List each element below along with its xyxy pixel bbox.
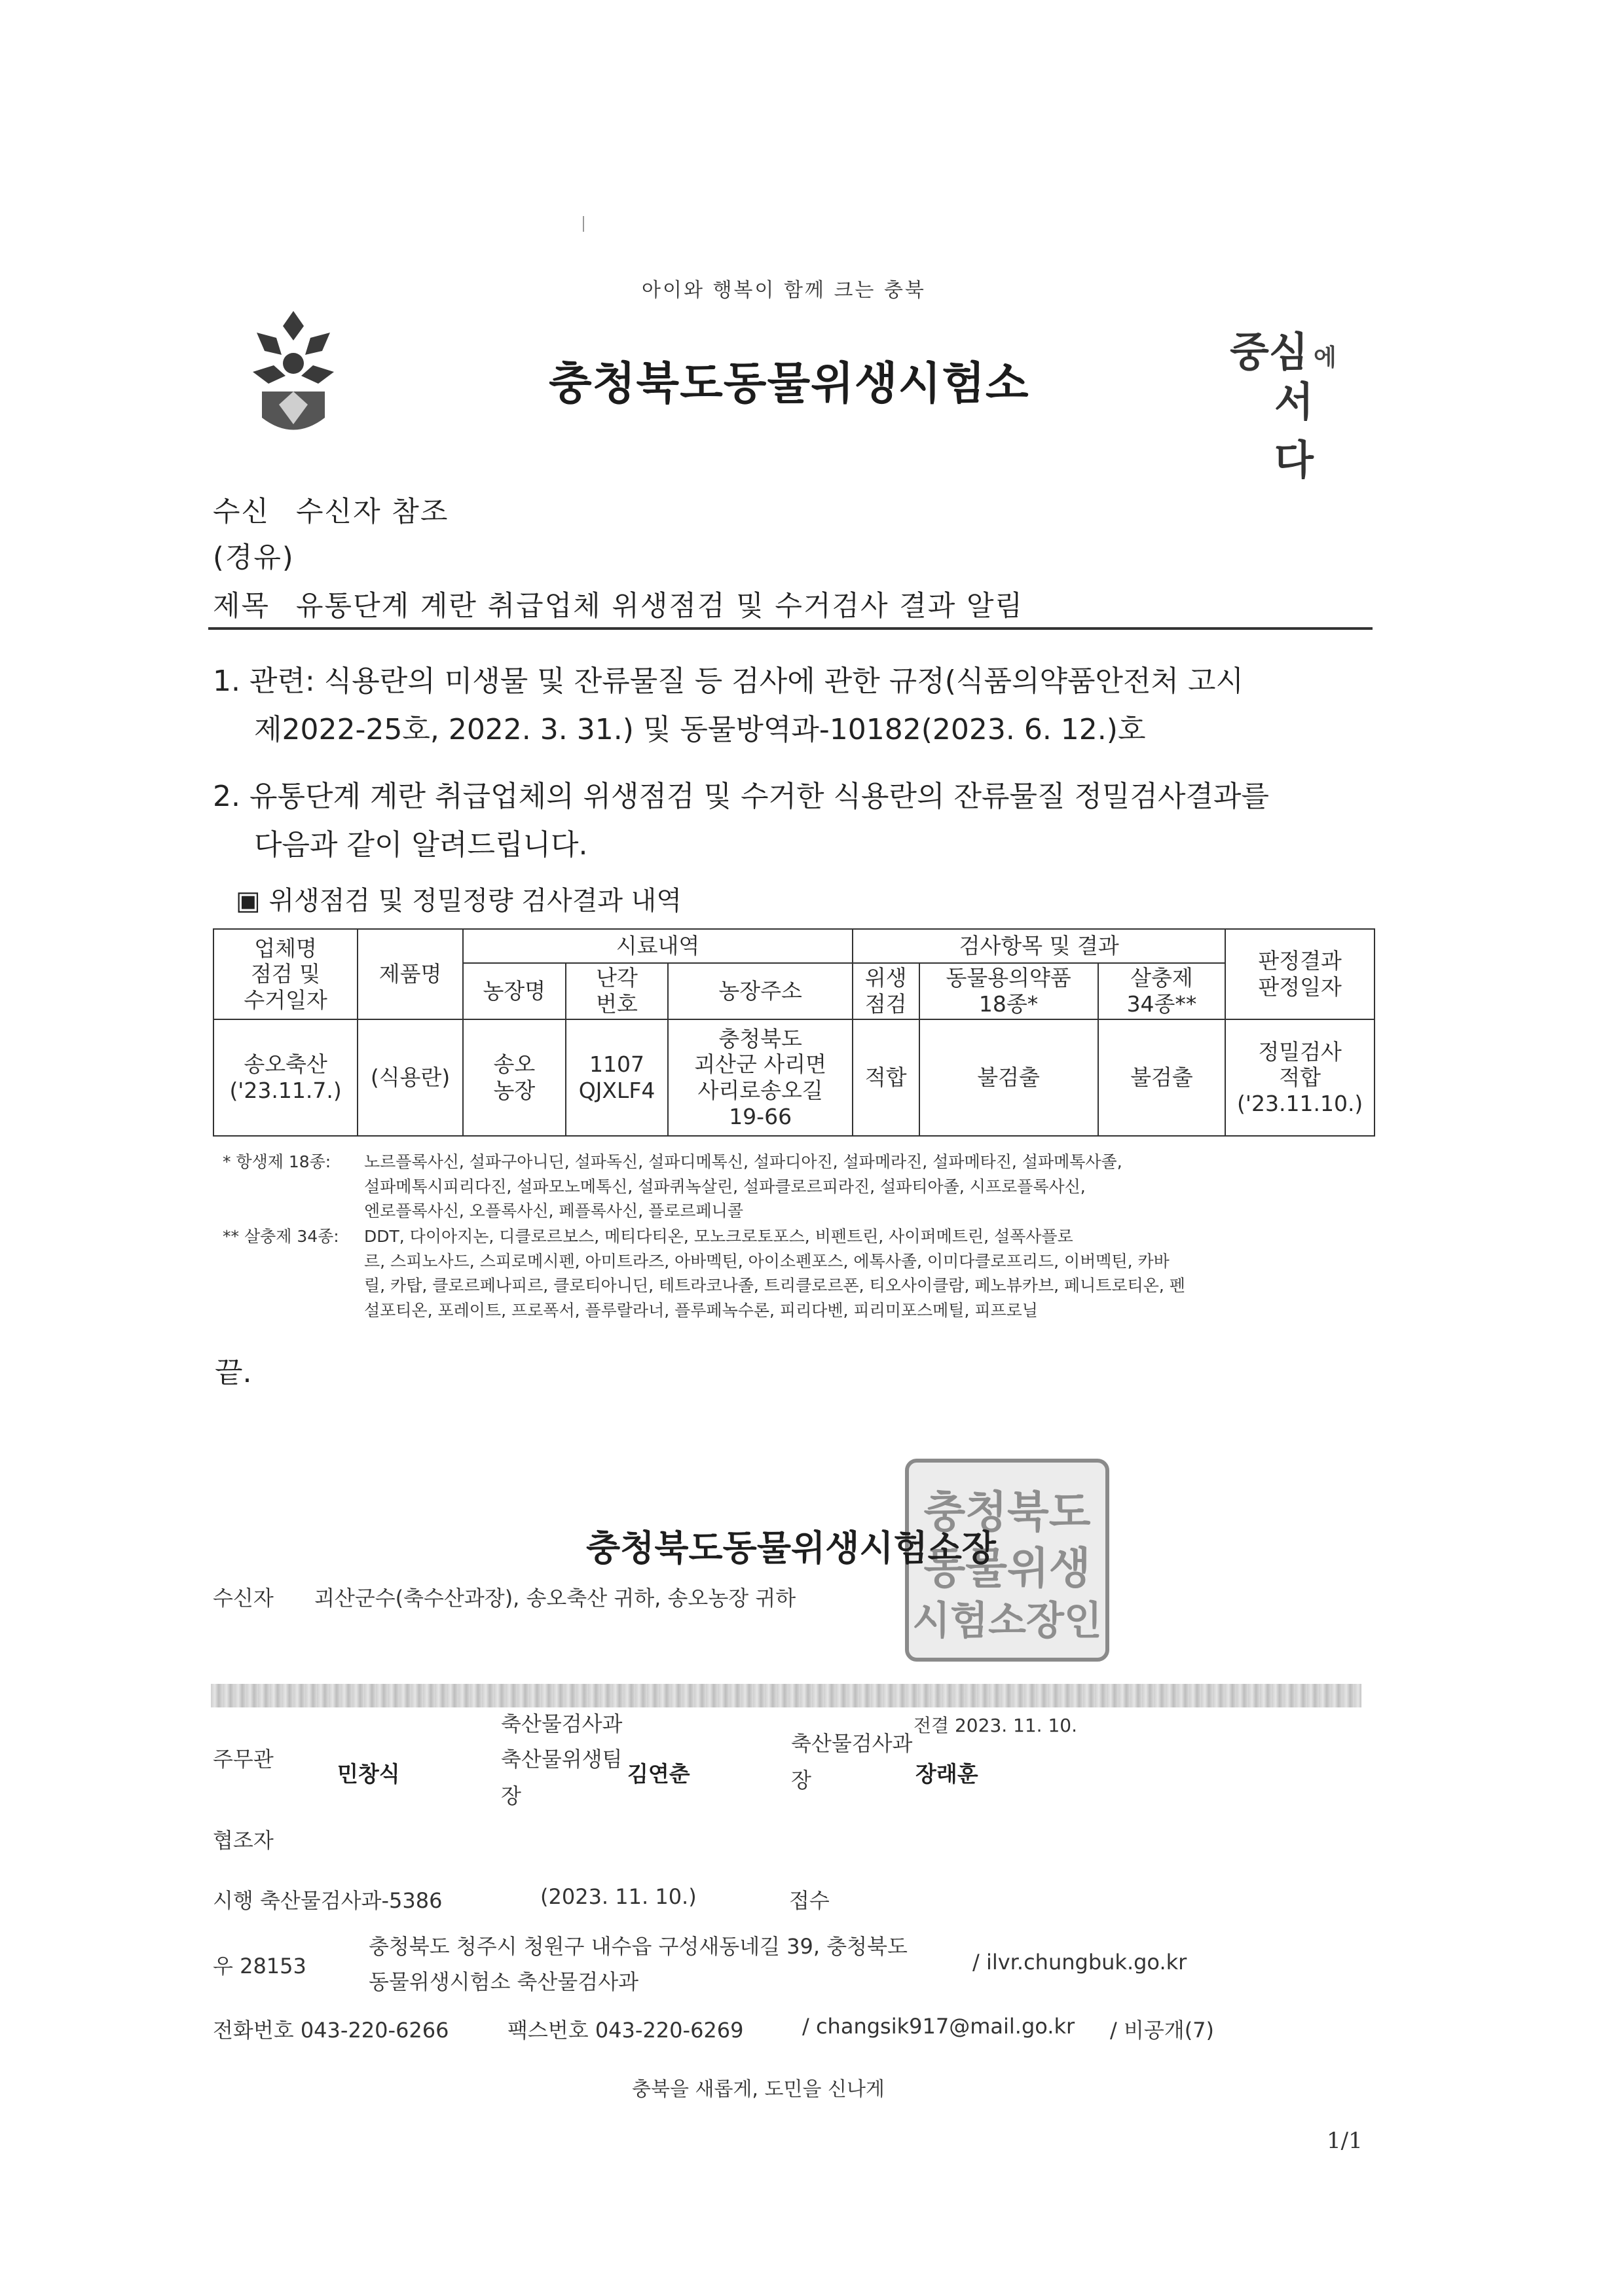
header-product: 제품명 <box>358 929 463 1019</box>
header-farm: 농장명 <box>463 963 566 1019</box>
paragraph-2-line-2: 다음과 같이 알려드립니다. <box>254 828 588 862</box>
note-antibiotics-label: * 항생제 18종: <box>223 1152 331 1171</box>
cell-product: (식용란) <box>358 1019 463 1136</box>
subject-value: 유통단계 계란 취급업체 위생점검 및 수거검사 결과 알림 <box>296 590 1024 623</box>
seal-text-2: 동물위생 <box>923 1543 1091 1594</box>
closing-mark: 끝. <box>215 1356 252 1389</box>
paragraph-1-line-2: 제2022-25호, 2022. 3. 31.) 및 동물방역과-10182(2023. 6. 12.)호 <box>254 713 1146 746</box>
recipient-label: 수신 <box>213 496 270 528</box>
recipients-value: 괴산군수(축수산과장), 송오축산 귀하, 송오농장 귀하 <box>314 1586 796 1611</box>
recipient-value: 수신자 참조 <box>296 496 449 528</box>
cell-pesticide: 불검출 <box>1098 1019 1226 1136</box>
footer-slogan: 충북을 새롭게, 도민을 신나게 <box>632 2078 885 2101</box>
approval-role-2-line-2: 축산물위생팀 <box>501 1747 623 1772</box>
cooperator-label: 협조자 <box>213 1828 274 1853</box>
approval-role-2-line-1: 축산물검사과 <box>501 1711 623 1736</box>
table-title: ▣ 위생점검 및 정밀정량 검사결과 내역 <box>236 886 682 916</box>
note-pesticides-list: DDT, 다이아지논, 디클로르보스, 메티다티온, 모노크로토포스, 비펜트린, 사이퍼메트린, 설폭사플로 르, 스피노사드, 스피로메시펜, 아미트라즈, 아바멕틴, 아이소펜포스, 에톡사졸, 이미다클로프리드, 이버멕틴, 카바 릴, 카탑, 클로르페나피르, 클로티아니딘, 테트라코나졸, 트리클로르폰, 티오사이클람, 페노뷰카브, 페니트로티온, 펜 설포티온, 포레이트, 프로폭서, 플루랄라너, 플루페녹수론, 피리다벤, 피리미포스메틸, 피프로닐 <box>364 1227 1185 1320</box>
header-farm-address: 농장주소 <box>668 963 853 1019</box>
inspection-results-table <box>213 928 1375 1137</box>
header-divider <box>208 627 1373 630</box>
approval-role-3-line-1: 축산물검사과 <box>791 1731 913 1756</box>
organization-title: 충청북도동물위생시험소 <box>549 358 1029 410</box>
page-number: 1/1 <box>1327 2128 1363 2154</box>
header-judgment-cell: 판정결과 판정일자 <box>1225 929 1375 1019</box>
paragraph-2-line-1: 2. 유통단계 계란 취급업체의 위생점검 및 수거한 식용란의 잔류물질 정밀검사결과를 <box>213 780 1269 813</box>
cell-judgment: 정밀검사 적합 ('23.11.10.) <box>1225 1019 1375 1136</box>
approval-divider-bar <box>211 1684 1361 1707</box>
logo-text-2: 서다 <box>1274 378 1314 484</box>
phone-number: 전화번호 043-220-6266 <box>213 2018 449 2043</box>
address-line-1: 충청북도 청주시 청원구 내수읍 구성새동네길 39, 충청북도 <box>369 1934 908 1959</box>
header-hygiene-cell: 위생 점검 <box>853 963 919 1019</box>
cell-address: 충청북도 괴산군 사리면 사리로송오길 19-66 <box>668 1019 853 1136</box>
scan-mark <box>583 216 585 232</box>
logo-text-small: 에 <box>1314 344 1337 371</box>
approval-role-2-line-3: 장 <box>501 1783 521 1808</box>
email-address: / changsik917@mail.go.kr <box>802 2014 1075 2039</box>
header-company-cell: 업체명 점검 및 수거일자 <box>213 929 358 1019</box>
approval-name-2: 김연춘 <box>627 1761 690 1787</box>
enforcement-date: (2023. 11. 10.) <box>540 1884 697 1909</box>
approval-role-3-line-2: 장 <box>791 1768 811 1793</box>
center-slogan-logo <box>1230 319 1348 484</box>
receipt-label: 접수 <box>789 1888 830 1913</box>
cell-farm: 송오 농장 <box>463 1019 566 1136</box>
seal-text-1: 충청북도 <box>923 1487 1091 1537</box>
table-row <box>213 1019 1375 1136</box>
recipients-label: 수신자 <box>213 1586 274 1611</box>
cell-company: 송오축산 ('23.11.7.) <box>213 1019 358 1136</box>
header-drug-cell: 동물용의약품 18종* <box>919 963 1098 1019</box>
website: / ilvr.chungbuk.go.kr <box>972 1950 1187 1975</box>
note-antibiotics-list: 노르플록사신, 설파구아니딘, 설파독신, 설파디메톡신, 설파디아진, 설파메라진, 설파메타진, 설파메톡사졸, 설파메톡시피리다진, 설파모노메톡신, 설파퀴녹살린, 설파클로르피라진, 설파티아졸, 시프로플록사신, 엔로플록사신, 오플록사신, 페플록사신, 플로르페니콜 <box>364 1152 1122 1220</box>
logo-text-1: 중심 <box>1230 328 1308 376</box>
enforcement-number: 시행 축산물검사과-5386 <box>213 1888 443 1913</box>
approval-name-3: 장래훈 <box>915 1761 978 1787</box>
header-egg-no-cell: 난각 번호 <box>566 963 669 1019</box>
address-line-2: 동물위생시험소 축산물검사과 <box>369 1969 639 1994</box>
header-slogan: 아이와 행복이 함께 크는 충북 <box>642 279 926 302</box>
disclosure-status: / 비공개(7) <box>1110 2018 1215 2043</box>
seal-text-3: 시험소장인 <box>912 1598 1102 1644</box>
final-approval-date: 전결 2023. 11. 10. <box>913 1715 1078 1736</box>
cell-drug: 불검출 <box>919 1019 1098 1136</box>
header-sample: 시료내역 <box>463 929 853 963</box>
fax-number: 팩스번호 043-220-6269 <box>507 2018 744 2043</box>
note-pesticides-label: ** 살충제 34종: <box>223 1227 339 1246</box>
sender-title: 충청북도동물위생시험소장 <box>586 1527 996 1569</box>
cell-egg-no: 1107 QJXLF4 <box>566 1019 669 1136</box>
paragraph-1-line-1: 1. 관련: 식용란의 미생물 및 잔류물질 등 검사에 관한 규정(식품의약품안전처 고시 <box>213 665 1244 698</box>
approval-name-1: 민창식 <box>337 1761 400 1787</box>
province-emblem-icon <box>248 308 339 445</box>
postal-code: 우 28153 <box>213 1954 306 1978</box>
header-tests: 검사항목 및 결과 <box>853 929 1225 963</box>
header-pesticide-cell: 살충제 34종** <box>1098 963 1226 1019</box>
via-label: (경유) <box>213 541 295 574</box>
subject-label: 제목 <box>213 590 270 623</box>
cell-hygiene: 적합 <box>853 1019 919 1136</box>
approval-role-1: 주무관 <box>213 1747 274 1772</box>
